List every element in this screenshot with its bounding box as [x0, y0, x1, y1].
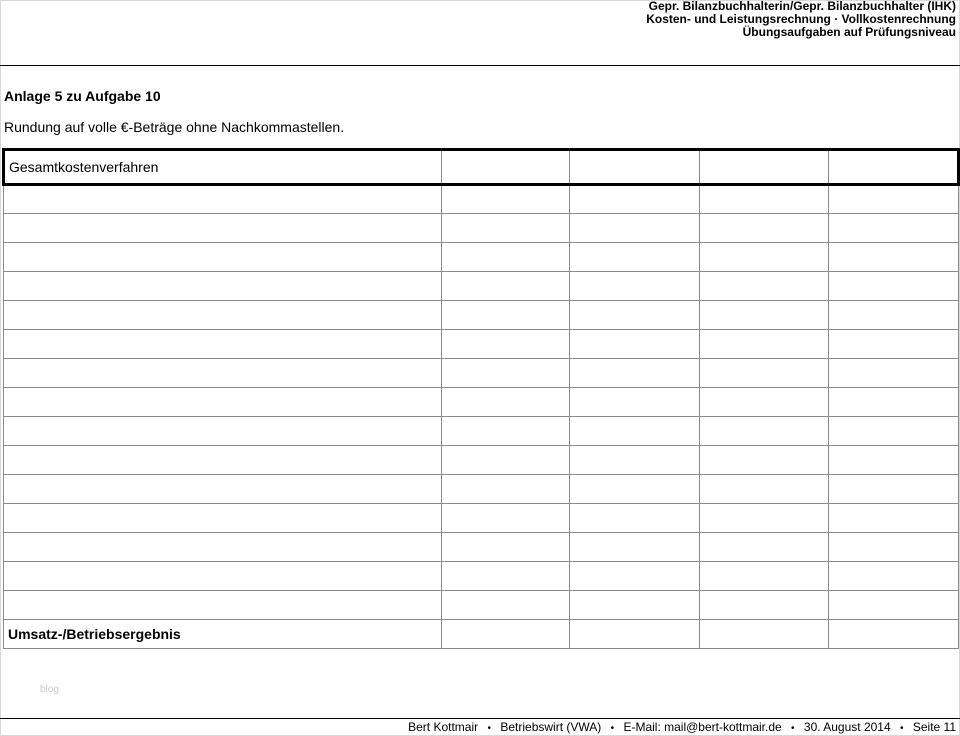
table-cell[interactable]	[441, 272, 570, 301]
table-header-cell[interactable]	[441, 150, 570, 185]
table-row-label-cell[interactable]	[4, 214, 442, 243]
table-row	[4, 446, 959, 475]
table-row	[4, 388, 959, 417]
table-cell[interactable]	[829, 533, 959, 562]
table-row	[4, 504, 959, 533]
table-cell[interactable]	[441, 214, 570, 243]
table-cell[interactable]	[699, 214, 829, 243]
table-cell[interactable]	[699, 301, 829, 330]
table-row	[4, 475, 959, 504]
table-cell[interactable]	[699, 330, 829, 359]
footer-author: Bert Kottmair	[408, 720, 479, 734]
header-line-3: Übungsaufgaben auf Prüfungsniveau	[742, 25, 956, 39]
table-header-label: Gesamtkostenverfahren	[4, 150, 442, 185]
table-cell[interactable]	[829, 330, 959, 359]
table-cell[interactable]	[441, 330, 570, 359]
table-row	[4, 185, 959, 214]
table-row-label-cell[interactable]	[4, 185, 442, 214]
table-header-cell[interactable]	[699, 150, 829, 185]
bullet-icon: •	[899, 723, 904, 734]
footer-page-number: Seite 11	[912, 720, 956, 734]
table-cell[interactable]	[570, 417, 700, 446]
table-cell[interactable]	[829, 272, 959, 301]
table-cell[interactable]	[441, 301, 570, 330]
table-cell[interactable]	[699, 417, 829, 446]
table-cell[interactable]	[829, 591, 959, 620]
table-cell[interactable]	[441, 243, 570, 272]
table-cell[interactable]	[699, 620, 829, 649]
table-cell[interactable]	[441, 446, 570, 475]
footer-role: Betriebswirt (VWA)	[500, 720, 602, 734]
bullet-icon: •	[610, 723, 615, 734]
footer-email[interactable]: E-Mail: mail@bert-kottmair.de	[623, 720, 782, 734]
table-header-cell[interactable]	[829, 150, 959, 185]
table-cell[interactable]	[829, 185, 959, 214]
table-cell[interactable]	[441, 388, 570, 417]
table-cell[interactable]	[570, 591, 700, 620]
table-cell[interactable]	[699, 591, 829, 620]
table-cell[interactable]	[829, 214, 959, 243]
table-cell[interactable]	[829, 475, 959, 504]
table-cell[interactable]	[570, 214, 700, 243]
table-cell[interactable]	[441, 504, 570, 533]
table-row-label-cell[interactable]	[4, 330, 442, 359]
table-cell[interactable]	[829, 562, 959, 591]
table-cell[interactable]	[829, 388, 959, 417]
document-title: Anlage 5 zu Aufgabe 10	[4, 88, 161, 104]
table-cell[interactable]	[829, 301, 959, 330]
table-cell[interactable]	[699, 504, 829, 533]
header-divider	[0, 65, 960, 66]
table-row-label-cell[interactable]	[4, 243, 442, 272]
table-row	[4, 562, 959, 591]
table-cell[interactable]	[570, 388, 700, 417]
table-row-label-cell[interactable]	[4, 446, 442, 475]
table-result-row	[4, 620, 959, 649]
table-cell[interactable]	[699, 475, 829, 504]
header-line-2: Kosten- und Leistungsrechnung · Vollkostenrechnung	[646, 12, 956, 26]
table-cell[interactable]	[829, 359, 959, 388]
table-result-label: Umsatz-/Betriebsergebnis	[4, 620, 442, 649]
table-row	[4, 301, 959, 330]
table-cell[interactable]	[570, 620, 700, 649]
table-cell[interactable]	[570, 446, 700, 475]
watermark: blog	[40, 684, 59, 695]
table-cell[interactable]	[570, 243, 700, 272]
table-cell[interactable]	[570, 475, 700, 504]
table-row-label-cell[interactable]	[4, 475, 442, 504]
page-header	[646, 0, 956, 39]
table-cell[interactable]	[699, 562, 829, 591]
table-row	[4, 533, 959, 562]
table-cell[interactable]	[699, 446, 829, 475]
table-cell[interactable]	[699, 243, 829, 272]
table-row	[4, 591, 959, 620]
table-cell[interactable]	[699, 185, 829, 214]
table-cell[interactable]	[441, 475, 570, 504]
table-cell[interactable]	[829, 620, 959, 649]
table-row	[4, 272, 959, 301]
header-line-1: Gepr. Bilanzbuchhalterin/Gepr. Bilanzbuchhalter (IHK)	[648, 0, 956, 13]
table-cell[interactable]	[570, 272, 700, 301]
table-cell[interactable]	[829, 417, 959, 446]
table-cell[interactable]	[441, 185, 570, 214]
document-instruction: Rundung auf volle €-Beträge ohne Nachkommastellen.	[4, 119, 345, 135]
table-cell[interactable]	[570, 533, 700, 562]
table-cell[interactable]	[699, 359, 829, 388]
table-cell[interactable]	[829, 243, 959, 272]
table-row-label-cell[interactable]	[4, 301, 442, 330]
table-cell[interactable]	[570, 562, 700, 591]
table-cell[interactable]	[699, 388, 829, 417]
table-row	[4, 359, 959, 388]
table-cell[interactable]	[829, 446, 959, 475]
worksheet-table	[2, 148, 960, 649]
table-row-label-cell[interactable]	[4, 388, 442, 417]
footer-date: 30. August 2014	[803, 720, 891, 734]
footer-divider	[0, 718, 960, 719]
page-footer	[408, 720, 956, 734]
table-cell[interactable]	[441, 620, 570, 649]
table-cell[interactable]	[699, 272, 829, 301]
table-header-cell[interactable]	[570, 150, 700, 185]
table-cell[interactable]	[829, 504, 959, 533]
table-row-label-cell[interactable]	[4, 359, 442, 388]
table-row	[4, 417, 959, 446]
table-cell[interactable]	[441, 591, 570, 620]
table-cell[interactable]	[570, 185, 700, 214]
table-cell[interactable]	[441, 533, 570, 562]
table-row-label-cell[interactable]	[4, 533, 442, 562]
table-row-label-cell[interactable]	[4, 562, 442, 591]
table-row	[4, 243, 959, 272]
table-cell[interactable]	[570, 330, 700, 359]
table-cell[interactable]	[699, 533, 829, 562]
table-row-label-cell[interactable]	[4, 417, 442, 446]
bullet-icon: •	[487, 723, 491, 734]
table-cell[interactable]	[441, 562, 570, 591]
table-row-label-cell[interactable]	[4, 591, 442, 620]
table-cell[interactable]	[570, 504, 700, 533]
table-header-row	[4, 150, 959, 185]
table-cell[interactable]	[570, 359, 700, 388]
table-cell[interactable]	[441, 359, 570, 388]
table-row-label-cell[interactable]	[4, 272, 442, 301]
table-row	[4, 214, 959, 243]
table-cell[interactable]	[441, 417, 570, 446]
bullet-icon: •	[791, 723, 795, 734]
table-row-label-cell[interactable]	[4, 504, 442, 533]
table-cell[interactable]	[570, 301, 700, 330]
table-row	[4, 330, 959, 359]
